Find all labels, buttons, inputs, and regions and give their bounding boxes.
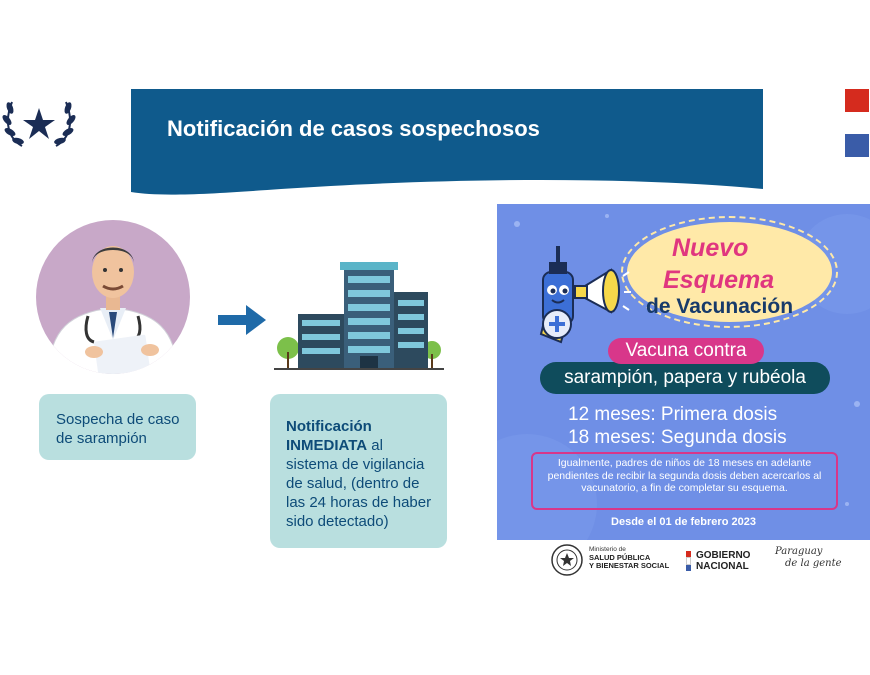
- ministerio-logo: [589, 546, 669, 571]
- paraguay-slogan-logo: [775, 546, 842, 570]
- poster-title-vacunacion: de Vacunación: [646, 295, 794, 318]
- building-icon: [274, 262, 444, 370]
- first-dose-text: 12 meses: Primera dosis: [568, 404, 778, 425]
- notification-step-box: [270, 394, 447, 548]
- gobierno-flag-icon: [686, 551, 691, 569]
- vaccine-diseases-pill: sarampión, papera y rubéola: [540, 362, 830, 394]
- ministerio-name-1: SALUD PÚBLICA: [589, 552, 651, 562]
- vaccine-mascot-icon: [531, 242, 631, 346]
- vaccine-contra-pill: Vacuna contra: [608, 338, 764, 364]
- ministerio-name-2: Y BIENESTAR SOCIAL: [589, 561, 670, 570]
- notification-step-text: al sistema de vigilancia de salud, (dentro de las 24 horas de haber sido detectado): [286, 437, 432, 530]
- page-title: Notificación de casos sospechosos: [167, 116, 540, 141]
- start-date-text: Desde el 01 de febrero 2023: [611, 516, 756, 528]
- gobierno-line-1: GOBIERNO: [696, 550, 751, 561]
- doctor-icon: [36, 220, 190, 374]
- gobierno-logo: [696, 550, 750, 572]
- poster-title-nuevo: Nuevo: [672, 234, 749, 262]
- laurel-star-emblem-icon: [2, 94, 76, 154]
- suspicion-step-box: [39, 394, 196, 460]
- vaccination-poster: [497, 204, 870, 540]
- slogan-line-1: Paraguay: [775, 546, 823, 557]
- notification-step-bold: Notificación INMEDIATA: [286, 418, 372, 454]
- parents-note: Igualmente, padres de niños de 18 meses en adelante pendientes de recibir la segunda dosis deben acercarlos al vacunatorio, a fin de completar su esquema.: [531, 452, 838, 510]
- arrow-right-icon: [218, 305, 266, 335]
- second-dose-text: 18 meses: Segunda dosis: [568, 427, 787, 448]
- ministerio-small: Ministerio de: [589, 546, 626, 553]
- title-banner: [131, 89, 763, 198]
- paraguay-flag-icon: [845, 89, 869, 157]
- poster-title-esquema: Esquema: [663, 266, 775, 294]
- gobierno-line-2: NACIONAL: [696, 561, 749, 572]
- suspicion-step-label: Sospecha de caso de sarampión: [56, 411, 180, 447]
- republic-seal-icon: [551, 544, 583, 576]
- slogan-line-2: de la gente: [785, 558, 842, 569]
